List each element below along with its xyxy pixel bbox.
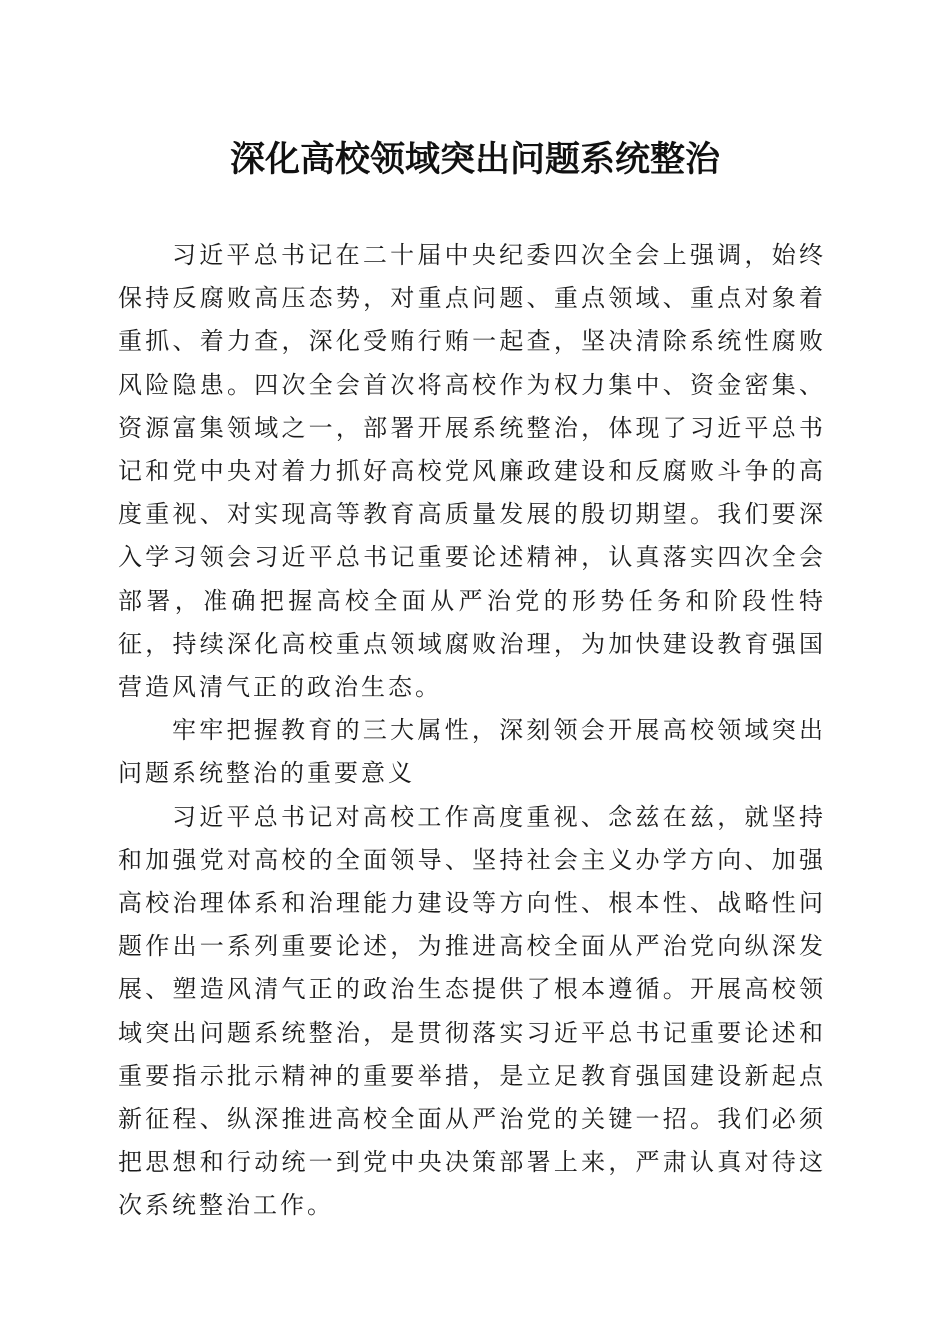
paragraph-section-heading: 牢牢把握教育的三大属性，深刻领会开展高校领域突出问题系统整治的重要意义 <box>118 716 826 788</box>
paragraph-intro: 习近平总书记在二十届中央纪委四次全会上强调，始终保持反腐败高压态势，对重点问题、重点领域、重点对象着重抓、着力查，深化受贿行贿一起查，坚决清除系统性腐败风险隐患。四次全会首次将高校作为权力集中、资金密集、资源富集领域之一，部署开展系统整治，体现了习近平总书记和党中央对着力抓好高校党风廉政建设和反腐败斗争的高度重视、对实现高等教育高质量发展的殷切期望。我们要深入学习领会习近平总书记重要论述精神，认真落实四次全会部署，准确把握高校全面从严治党的形势任务和阶段性特征，持续深化高校重点领域腐败治理，为加快建设教育强国营造风清气正的政治生态。 <box>118 241 826 702</box>
document-body <box>118 234 826 1228</box>
document-title: 深化高校领域突出问题系统整治 <box>229 139 720 180</box>
paragraph-body: 习近平总书记对高校工作高度重视、念兹在兹，就坚持和加强党对高校的全面领导、坚持社会主义办学方向、加强高校治理体系和治理能力建设等方向性、根本性、战略性问题作出一系列重要论述，为推进高校全面从严治党向纵深发展、塑造风清气正的政治生态提供了根本遵循。开展高校领域突出问题系统整治，是贯彻落实习近平总书记重要论述和重要指示批示精神的重要举措，是立足教育强国建设新起点新征程、纵深推进高校全面从严治党的关键一招。我们必须把思想和行动统一到党中央决策部署上来，严肃认真对待这次系统整治工作。 <box>118 802 826 1220</box>
